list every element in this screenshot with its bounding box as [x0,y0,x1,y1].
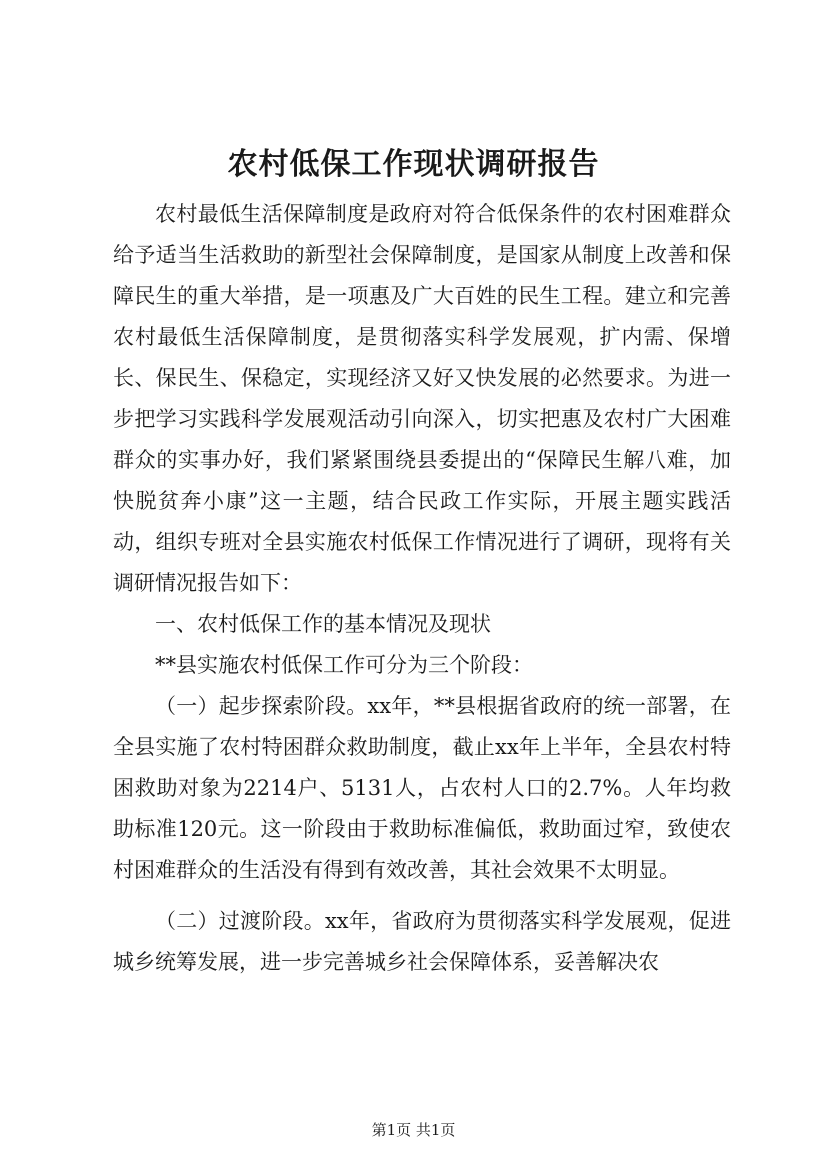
paragraph-intro: 农村最低生活保障制度是政府对符合低保条件的农村困难群众给予适当生活救助的新型社会保障制度，是国家从制度上改善和保障民生的重大举措，是一项惠及广大百姓的民生工程。建立和完善农村最低生活保障制度，是贯彻落实科学发展观，扩内需、保增长、保民生、保稳定，实现经济又好又快发展的必然要求。为进一步把学习实践科学发展观活动引向深入，切实把惠及农村广大困难群众的实事办好，我们紧紧围绕县委提出的“保障民生解八难，加快脱贫奔小康”这一主题，结合民政工作实际，开展主题实践活动，组织专班对全县实施农村低保工作情况进行了调研，现将有关调研情况报告如下： [113,202,731,595]
page-footer: 第1页 共1页 [371,1121,456,1139]
paragraph-stage-one: （一）起步探索阶段。xx年，**县根据省政府的统一部署，在全县实施了农村特困群众救助制度，截止xx年上半年，全县农村特困救助对象为2214户、5131人，占农村人口的2.7%。人年均救助标准120元。这一阶段由于救助标准偏低，救助面过窄，致使农村困难群众的生活没有得到有效改善，其社会效果不太明显。 [113,694,731,882]
section-heading: 一、农村低保工作的基本情况及现状 [155,612,491,636]
document-body [113,194,731,983]
document-title: 农村低保工作现状调研报告 [227,147,600,182]
paragraph-stages: **县实施农村低保工作可分为三个阶段： [155,653,533,677]
paragraph-stage-two: （二）过渡阶段。xx年，省政府为贯彻落实科学发展观，促进城乡统筹发展，进一步完善城乡社会保障体系，妥善解决农 [113,909,731,974]
